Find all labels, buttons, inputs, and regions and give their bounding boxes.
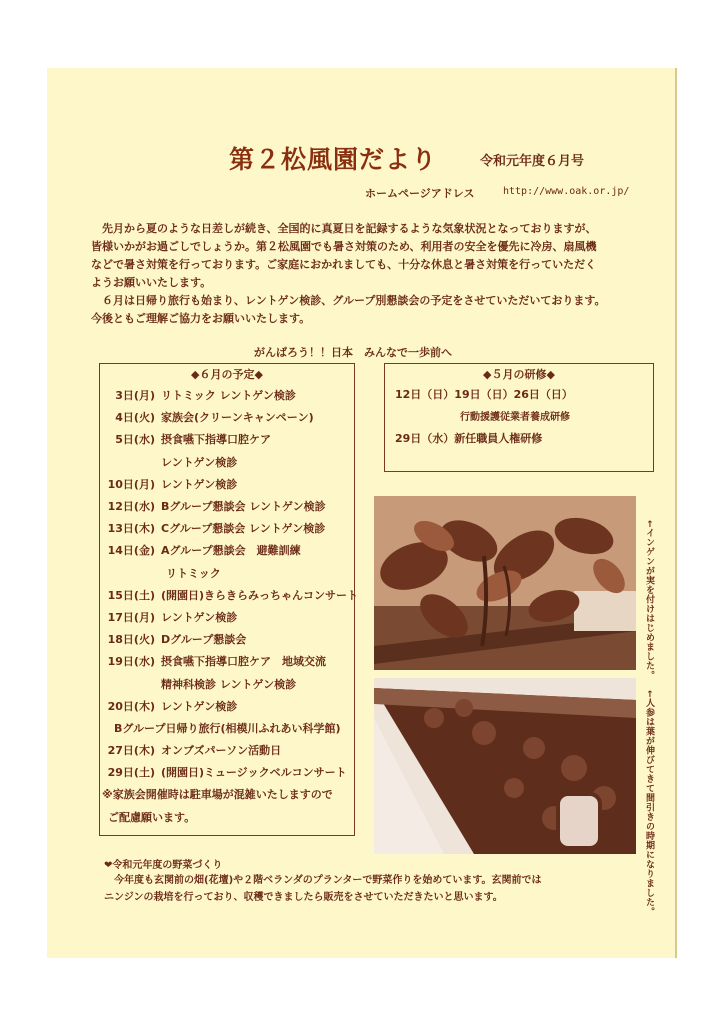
schedule-text: リトミック bbox=[166, 566, 221, 580]
may-training-box bbox=[384, 363, 654, 472]
schedule-date: 29日(土) bbox=[107, 766, 155, 780]
schedule-row bbox=[100, 495, 354, 517]
schedule-date: 19日(水) bbox=[107, 655, 155, 669]
training-title: 行動援護従業者養成研修 bbox=[460, 412, 570, 423]
schedule-text: レントゲン検診 bbox=[161, 699, 238, 713]
schedule-row bbox=[100, 584, 359, 606]
schedule-row bbox=[100, 628, 354, 650]
vegetable-line: ニンジンの栽培を行っており、収穫できましたら販売をさせていただきたいと思います。 bbox=[104, 892, 503, 903]
schedule-date: 14日(金) bbox=[107, 544, 155, 558]
schedule-row bbox=[100, 473, 354, 495]
schedule-date: 5日(水) bbox=[115, 433, 155, 447]
schedule-note bbox=[100, 806, 354, 828]
slogan: がんばろう！！日本 みんなで一歩前へ bbox=[254, 346, 452, 359]
homepage-url[interactable]: http://www.oak.or.jp/ bbox=[503, 186, 630, 197]
schedule-text: レントゲン検診 bbox=[161, 455, 238, 469]
carrot-planter-photo bbox=[374, 678, 636, 854]
schedule-date: 17日(月) bbox=[107, 610, 155, 624]
schedule-text: オンブズパーソン活動日 bbox=[161, 744, 282, 758]
schedule-row bbox=[100, 739, 354, 761]
training-dates: 12日（日）19日（日）26日（日） bbox=[395, 388, 573, 401]
schedule-date: 15日(土) bbox=[107, 588, 155, 602]
schedule-date: 12日(水) bbox=[107, 500, 155, 514]
schedule-date: 18日(火) bbox=[107, 633, 155, 647]
homepage-label: ホームページアドレス bbox=[365, 187, 475, 200]
schedule-date: 10日(月) bbox=[107, 477, 155, 491]
vegetable-section-heading: ❤令和元年度の野菜づくり bbox=[104, 860, 223, 871]
schedule-note bbox=[100, 783, 354, 805]
schedule-row bbox=[100, 672, 354, 694]
newsletter-title: 第２松風園だより bbox=[229, 145, 438, 174]
schedule-text: レントゲン検診 bbox=[161, 477, 238, 491]
intro-line: 皆様いかがお過ごしでしょうか。第２松風園でも暑さ対策のため、利用者の安全を優先に冷房、扇風機 bbox=[91, 240, 597, 253]
schedule-date: 20日(木) bbox=[107, 699, 155, 713]
may-training-heading: ◆５月の研修◆ bbox=[483, 368, 555, 381]
intro-line: 先月から夏のような日差しが続き、全国的に真夏日を記録するような気象状況となっておりますが、 bbox=[102, 222, 597, 235]
photo-caption: ←人参は葉が伸びてきて間引きの時期になりました。 bbox=[644, 690, 654, 917]
schedule-row bbox=[100, 517, 354, 539]
schedule-text: Aグループ懇談会 避難訓練 bbox=[161, 544, 301, 558]
schedule-text: 精神科検診 レントゲン検診 bbox=[161, 677, 297, 691]
schedule-text: Dグループ懇談会 bbox=[161, 633, 247, 647]
schedule-text: Bグループ懇談会 レントゲン検診 bbox=[161, 500, 326, 514]
schedule-text: 家族会(クリーンキャンペーン) bbox=[161, 411, 314, 425]
schedule-row bbox=[100, 406, 354, 428]
schedule-row bbox=[100, 562, 354, 584]
schedule-row bbox=[100, 650, 354, 672]
schedule-text: レントゲン検診 bbox=[161, 610, 238, 624]
schedule-date: 3日(月) bbox=[115, 389, 155, 403]
schedule-date: 4日(火) bbox=[115, 411, 155, 425]
schedule-text: 摂食嚥下指導口腔ケア 地域交流 bbox=[161, 655, 326, 669]
june-schedule-list bbox=[100, 384, 359, 828]
newsletter-page bbox=[47, 68, 677, 958]
schedule-date: 13日(木) bbox=[107, 522, 155, 536]
schedule-text: (開園日)ミュージックベルコンサート bbox=[161, 766, 347, 780]
schedule-row bbox=[100, 539, 354, 561]
note-text: ※家族会開催時は駐車場が混雑いたしますので bbox=[102, 788, 333, 802]
intro-line: などで暑さ対策を行っております。ご家庭におかれましても、十分な休息と暑さ対策を行っていただく bbox=[91, 258, 597, 271]
schedule-text: (開園日)きらきらみっちゃんコンサート bbox=[161, 588, 359, 602]
schedule-text: Cグループ懇談会 レントゲン検診 bbox=[161, 522, 326, 536]
vegetable-line: 今年度も玄関前の畑(花壇)や２階ベランダのプランターで野菜作りを始めています。玄関前では bbox=[114, 875, 542, 886]
schedule-text: リトミック レントゲン検診 bbox=[161, 389, 296, 403]
intro-line: ようお願いいたします。 bbox=[91, 276, 212, 289]
page-edge bbox=[675, 68, 677, 958]
schedule-row bbox=[100, 451, 354, 473]
schedule-row bbox=[100, 695, 354, 717]
intro-paragraph bbox=[91, 220, 639, 328]
green-bean-photo bbox=[374, 496, 636, 670]
schedule-row bbox=[100, 606, 354, 628]
photo-caption: ←インゲンが実を付けはじめました。 bbox=[644, 520, 654, 681]
june-schedule-box bbox=[99, 363, 359, 836]
schedule-row bbox=[100, 717, 354, 739]
schedule-row bbox=[100, 761, 354, 783]
intro-line: 今後ともご理解ご協力をお願いいたします。 bbox=[91, 312, 311, 325]
june-schedule-heading: ◆６月の予定◆ bbox=[191, 368, 263, 381]
schedule-text: 摂食嚥下指導口腔ケア bbox=[161, 433, 271, 447]
schedule-row bbox=[100, 384, 354, 406]
vegetable-section-body bbox=[104, 872, 624, 906]
issue-label: 令和元年度６月号 bbox=[480, 154, 585, 169]
training-item: 29日（水）新任職員人権研修 bbox=[395, 432, 543, 445]
schedule-row bbox=[100, 428, 354, 450]
intro-line: ６月は日帰り旅行も始まり、レントゲン検診、グループ別懇談会の予定をさせていただいております。 bbox=[102, 294, 606, 307]
schedule-text: Bグループ日帰り旅行(相模川ふれあい科学館) bbox=[114, 721, 341, 735]
note-text: ご配慮願います。 bbox=[108, 810, 196, 824]
schedule-date: 27日(木) bbox=[107, 744, 155, 758]
